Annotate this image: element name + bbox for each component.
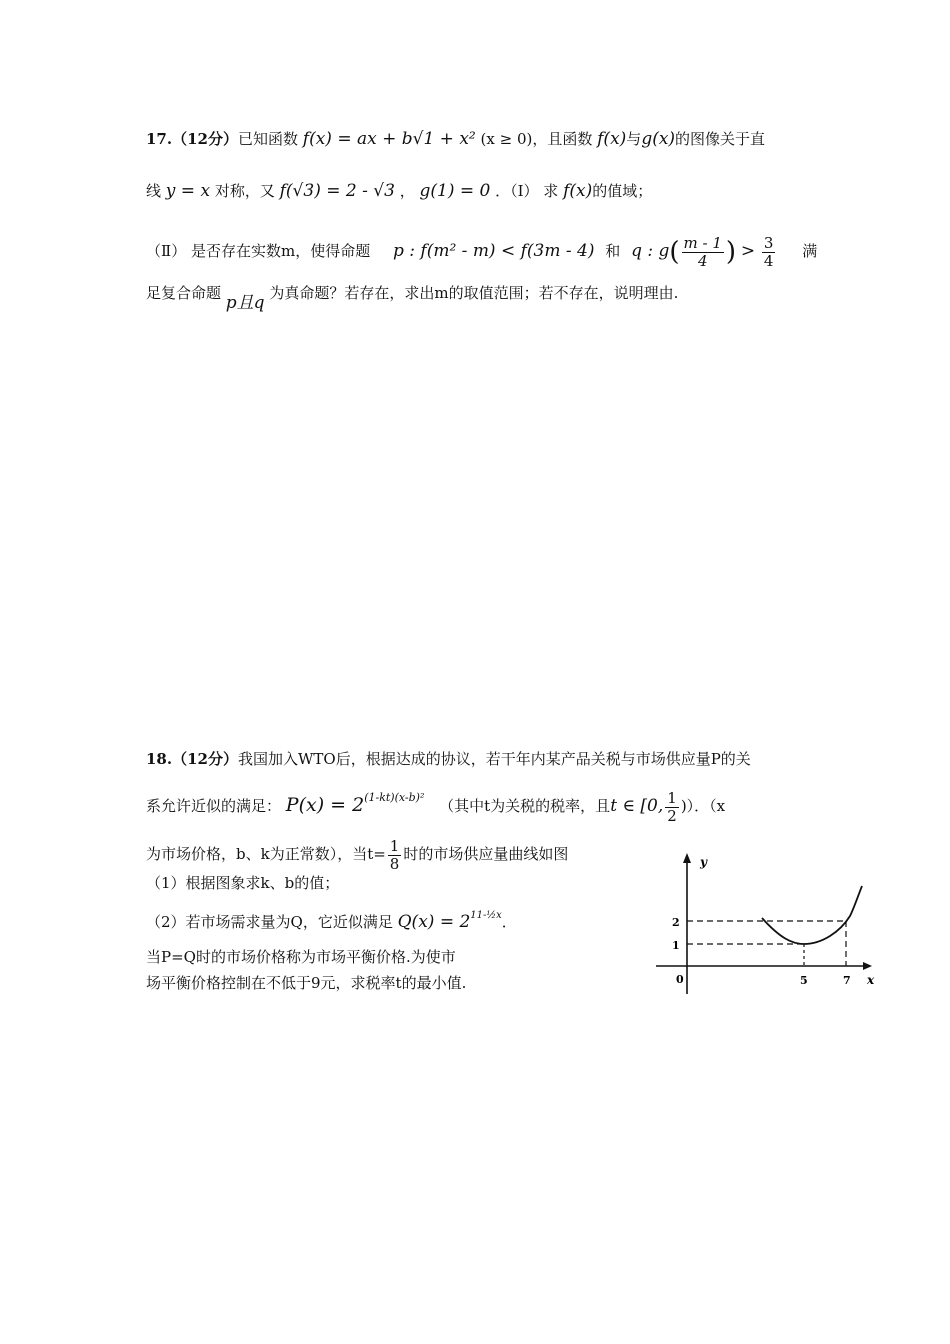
p17-text: 已知函数 xyxy=(237,130,298,148)
p17-text: 与 xyxy=(626,130,642,148)
p17-text: 线 xyxy=(146,182,162,200)
p17-text: ．（Ⅰ） 求 xyxy=(495,182,559,200)
p17-fx-def: f(x) = ax + b√1 + x² xyxy=(302,129,476,149)
p18-px-exponent: (1-kt)(x-b)² xyxy=(364,791,425,804)
p18-line-7 xyxy=(146,976,466,991)
p17-line-1 xyxy=(146,131,765,148)
p18-fraction-half: $\frac{1}{2}$ xyxy=(667,789,677,825)
p17-prop-p: p : f(m² - m) < f(3m - 4) xyxy=(392,241,595,261)
p17-g1: g(1) = 0 xyxy=(419,181,491,201)
p17-g: g(x) xyxy=(641,129,676,149)
origin-label: 0 xyxy=(676,973,684,986)
p18-text: 时的市场供应量曲线如图 xyxy=(403,845,569,863)
p17-f-sqrt3: f(√3) = 2 - √3 xyxy=(279,181,395,201)
p18-px: P(x) = 2 xyxy=(285,794,365,816)
p17-text: 对称，又 xyxy=(214,182,275,200)
p17-text: 的图像关于直 xyxy=(675,130,766,148)
p18-text: （2）若市场需求量为Q，它近似满足 xyxy=(146,913,393,931)
p18-text: （1）根据图象求k、b的值； xyxy=(146,874,340,892)
p18-line-3 xyxy=(146,838,568,872)
p18-text: 我国加入WTO后，根据达成的协议，若干年内某产品关税与市场供应量P的关 xyxy=(237,750,751,768)
p17-yx: y = x xyxy=(165,181,211,201)
p17-text: 满 xyxy=(802,242,818,260)
p17-gt: > xyxy=(740,241,756,261)
p17-prop-q: q : g xyxy=(631,241,670,261)
p18-text: )）．（x xyxy=(680,797,726,815)
p18-line-5 xyxy=(146,911,517,931)
p18-text: ． xyxy=(501,913,517,931)
p17-text: 和 xyxy=(605,242,621,260)
p18-qx: Q(x) = 2 xyxy=(397,912,471,932)
y-tick-label-1: 1 xyxy=(672,939,680,952)
p17-text: 的值域； xyxy=(592,182,653,200)
supply-curve-graph xyxy=(650,848,880,998)
p17-line-2 xyxy=(146,183,652,200)
p17-line-4 xyxy=(146,284,679,313)
p18-line-4 xyxy=(146,876,339,891)
p17-text: 为真命题？若存在，求出m的取值范围；若不存在，说明理由. xyxy=(269,284,679,302)
p18-t-range: t ∈ [0, xyxy=(610,796,664,816)
x-tick-label-5: 5 xyxy=(800,974,808,987)
p18-text: 当P=Q时的市场价格称为市场平衡价格.为使市 xyxy=(146,948,456,966)
y-tick-label-2: 2 xyxy=(672,916,680,929)
p18-line-2 xyxy=(146,790,725,824)
p18-text: 场平衡价格控制在不低于9元，求税率t的最小值. xyxy=(146,974,467,992)
p17-fraction-3-4: $\frac{3}{4}$ xyxy=(763,234,774,270)
p17-f: f(x) xyxy=(597,129,627,149)
y-axis-label: y xyxy=(700,855,707,869)
p18-text: 为市场价格，b、k为正常数），当t= xyxy=(146,845,386,863)
p17-number: 17.（12分） xyxy=(146,130,238,148)
p18-number: 18.（12分） xyxy=(146,750,238,768)
p17-text: （Ⅱ） 是否存在实数m，使得命题 xyxy=(146,242,371,260)
p17-f: f(x) xyxy=(563,181,593,201)
p17-text: ， xyxy=(399,182,415,200)
y-axis-arrow xyxy=(683,853,691,863)
supply-curve xyxy=(762,886,862,944)
p17-condition: (x ≥ 0) xyxy=(480,130,533,148)
p17-p-and-q: p且q xyxy=(225,293,265,313)
p18-line-1 xyxy=(146,752,751,767)
p17-text: ，且函数 xyxy=(532,130,593,148)
p18-fraction-eighth: $\frac{1}{8}$ xyxy=(389,837,400,873)
p18-text: （其中t为关税的税率，且 xyxy=(439,797,611,815)
x-axis-arrow xyxy=(863,962,872,970)
p18-text: 系允许近似的满足： xyxy=(146,797,282,815)
x-tick-label-7: 7 xyxy=(843,974,851,987)
p17-fraction: $\frac{m - 1}{4}$ xyxy=(683,234,722,270)
p17-text: 足复合命题 xyxy=(146,284,222,302)
x-axis-label: x xyxy=(867,973,875,987)
p17-line-3: （Ⅱ） 是否存在实数m，使得命题 p : f(m² - m) < f(3m - 4) 和 q : g( $\frac{m - 1}{4}$ ) > $\frac{3}{4}$ 满 xyxy=(146,234,818,270)
p18-line-6 xyxy=(146,950,456,965)
p18-qx-exponent: 11-½x xyxy=(470,910,502,921)
